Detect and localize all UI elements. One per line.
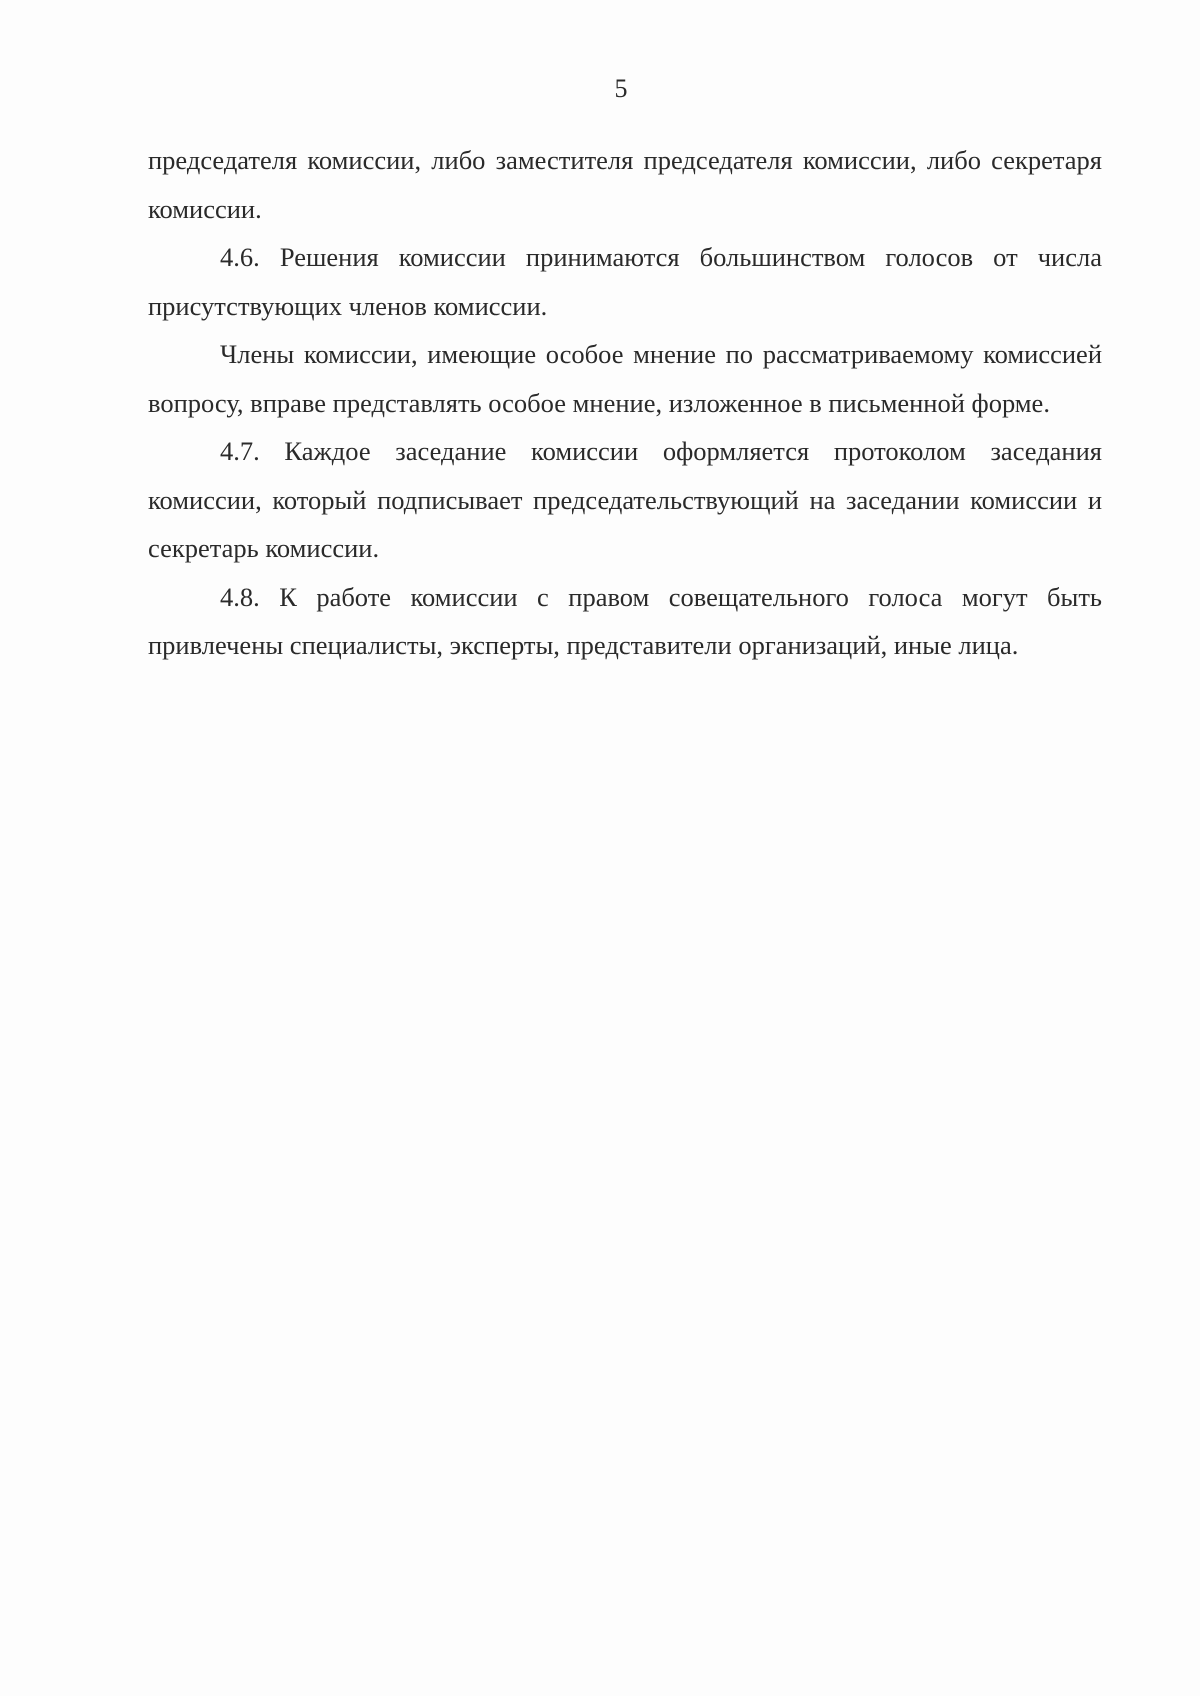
paragraph-4-7: 4.7. Каждое заседание комиссии оформляется протоколом заседания комиссии, который подписывает председательствующий на заседании комиссии и секретарь комиссии. [148, 436, 1102, 563]
paragraph-continuation: председателя комиссии, либо заместителя председателя комиссии, либо секретаря комиссии. [148, 145, 1102, 224]
page-number: 5 [614, 74, 628, 103]
paragraph-4-8: 4.8. К работе комиссии с правом совещательного голоса могут быть привлечены специалисты, эксперты, представители организаций, иные лица. [148, 581, 1102, 660]
paragraph-dissenting-opinion: Члены комиссии, имеющие особое мнение по рассматриваемому комиссией вопросу, вправе представлять особое мнение, изложенное в письменной форме. [148, 339, 1102, 418]
paragraph-4-6: 4.6. Решения комиссии принимаются большинством голосов от числа присутствующих членов комиссии. [148, 242, 1102, 321]
document-body [148, 136, 1102, 670]
